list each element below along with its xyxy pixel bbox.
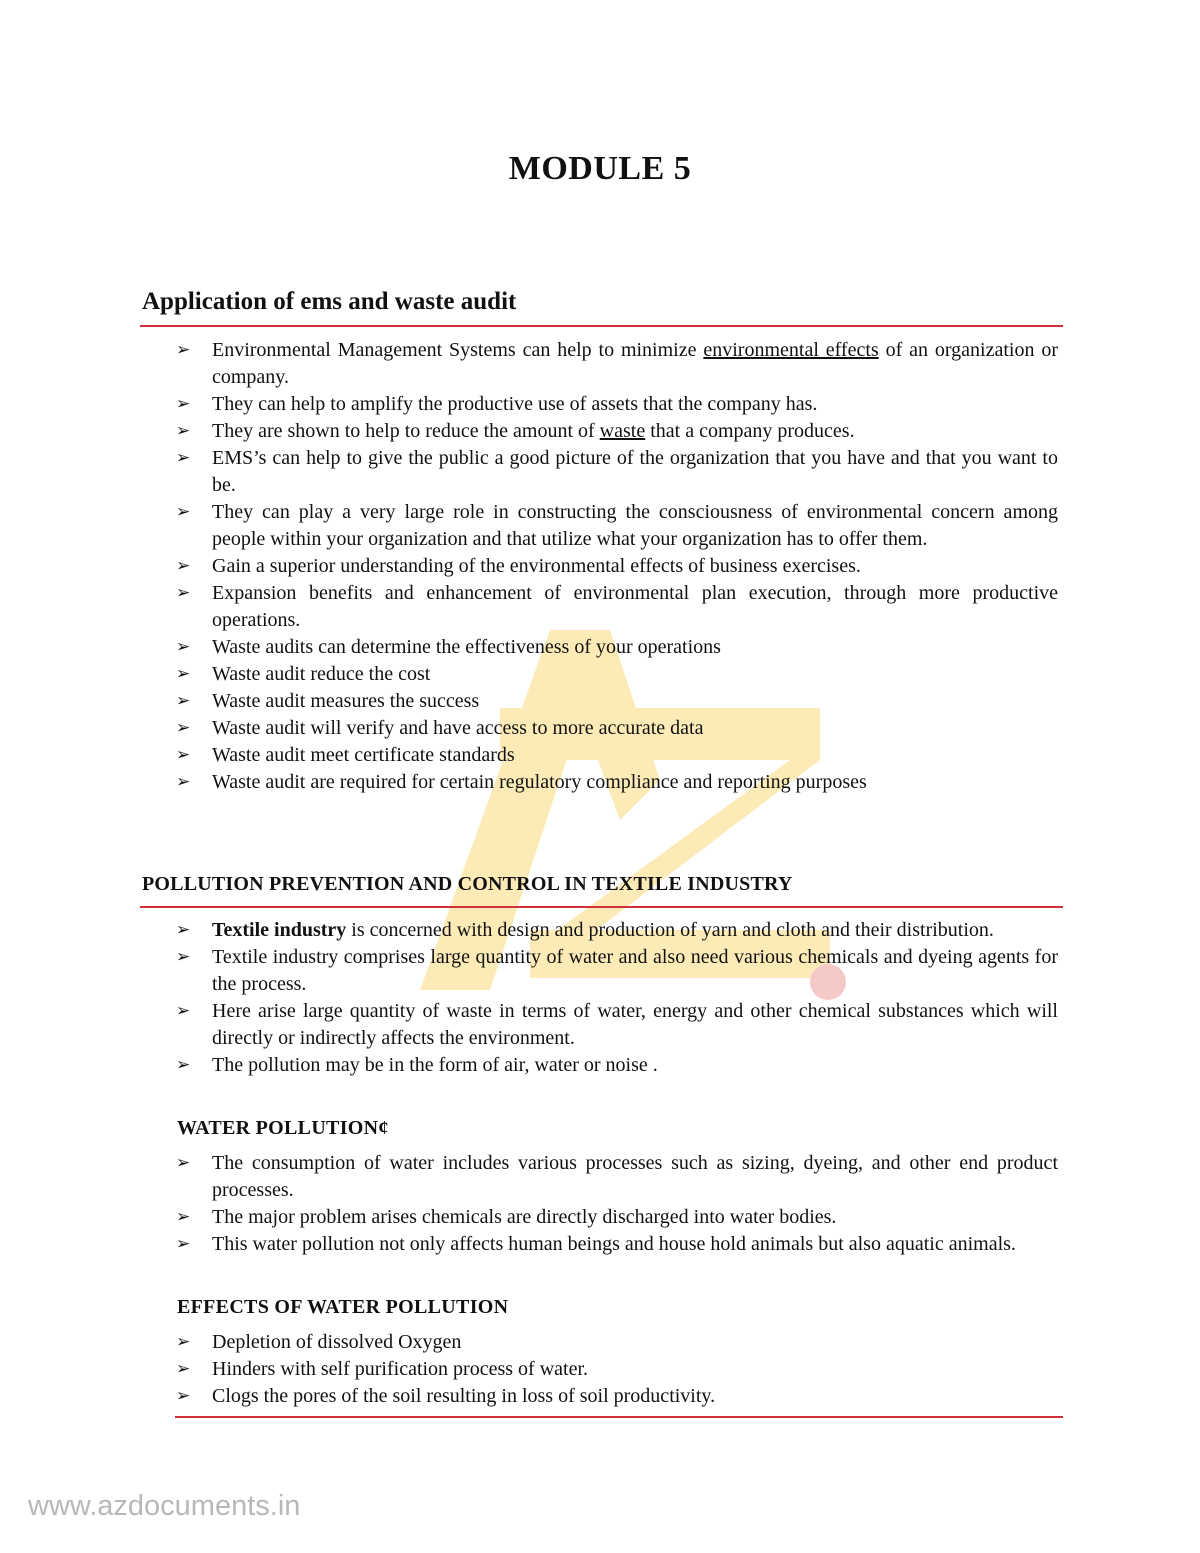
arrow-bullet-icon: ➢	[176, 691, 191, 711]
arrow-bullet-icon: ➢	[176, 920, 191, 940]
arrow-bullet-icon: ➢	[176, 502, 191, 522]
effects-list	[176, 1329, 1058, 1410]
arrow-bullet-icon: ➢	[176, 772, 191, 792]
list-item: ➢ The consumption of water includes various processes such as sizing, dyeing, and other end product processes.	[176, 1152, 1058, 1201]
section-heading-pollution: POLLUTION PREVENTION AND CONTROL IN TEXTILE INDUSTRY	[142, 873, 793, 895]
list-item: ➢ Clogs the pores of the soil resulting in loss of soil productivity.	[176, 1383, 1058, 1410]
arrow-bullet-icon: ➢	[176, 637, 191, 657]
list-item: ➢ They are shown to help to reduce the amount of waste that a company produces.	[176, 418, 1058, 445]
divider-line	[140, 325, 1063, 327]
subheading-water-pollution: WATER POLLUTION¢	[177, 1117, 389, 1139]
list-item: ➢ This water pollution not only affects human beings and house hold animals but also aquatic animals.	[176, 1231, 1058, 1258]
list-item: ➢ They can play a very large role in constructing the consciousness of environmental concern among people within your organization and that utilize what your organization has to offer them.	[176, 501, 1058, 550]
page-title: MODULE 5	[508, 150, 692, 187]
application-list	[176, 337, 1058, 796]
arrow-bullet-icon: ➢	[176, 1332, 191, 1352]
arrow-bullet-icon: ➢	[176, 394, 191, 414]
arrow-bullet-icon: ➢	[176, 1207, 191, 1227]
list-item: ➢ They can help to amplify the productive use of assets that the company has.	[176, 391, 1058, 418]
list-item: ➢ Depletion of dissolved Oxygen	[176, 1329, 1058, 1356]
arrow-bullet-icon: ➢	[176, 664, 191, 684]
list-item: ➢ Textile industry is concerned with design and production of yarn and cloth and their distribution.	[176, 917, 1058, 944]
arrow-bullet-icon: ➢	[176, 1386, 191, 1406]
subheading-effects: EFFECTS OF WATER POLLUTION	[177, 1296, 509, 1318]
list-item: ➢ Hinders with self purification process of water.	[176, 1356, 1058, 1383]
footer-watermark-url[interactable]: www.azdocuments.in	[28, 1490, 301, 1522]
arrow-bullet-icon: ➢	[176, 340, 191, 360]
divider-line	[140, 906, 1063, 908]
list-item: ➢ The pollution may be in the form of air, water or noise .	[176, 1052, 1058, 1079]
arrow-bullet-icon: ➢	[176, 1359, 191, 1379]
arrow-bullet-icon: ➢	[176, 745, 191, 765]
arrow-bullet-icon: ➢	[176, 583, 191, 603]
list-item: ➢ Waste audit will verify and have access to more accurate data	[176, 715, 1058, 742]
textile-list	[176, 917, 1058, 1079]
arrow-bullet-icon: ➢	[176, 718, 191, 738]
list-item: ➢ Textile industry comprises large quantity of water and also need various chemicals and dyeing agents for the process.	[176, 946, 1058, 995]
list-item: ➢ Gain a superior understanding of the environmental effects of business exercises.	[176, 553, 1058, 580]
arrow-bullet-icon: ➢	[176, 1055, 191, 1075]
arrow-bullet-icon: ➢	[176, 448, 191, 468]
list-item: ➢ Waste audit measures the success	[176, 688, 1058, 715]
arrow-bullet-icon: ➢	[176, 421, 191, 441]
water-pollution-list	[176, 1150, 1058, 1258]
list-item: ➢ Waste audit reduce the cost	[176, 661, 1058, 688]
section-heading-application: Application of ems and waste audit	[142, 288, 517, 315]
list-item: ➢ Waste audit meet certificate standards	[176, 742, 1058, 769]
list-item: ➢ Waste audit are required for certain regulatory compliance and reporting purposes	[176, 769, 1058, 796]
list-item: ➢ The major problem arises chemicals are directly discharged into water bodies.	[176, 1204, 1058, 1231]
arrow-bullet-icon: ➢	[176, 556, 191, 576]
list-item: ➢ Waste audits can determine the effectiveness of your operations	[176, 634, 1058, 661]
arrow-bullet-icon: ➢	[176, 947, 191, 967]
list-item: ➢ Expansion benefits and enhancement of environmental plan execution, through more productive operations.	[176, 582, 1058, 631]
divider-line	[175, 1416, 1063, 1418]
list-item: ➢ Environmental Management Systems can help to minimize environmental effects of an organization or company.	[176, 339, 1058, 388]
list-item: ➢ Here arise large quantity of waste in terms of water, energy and other chemical substances which will directly or indirectly affects the environment.	[176, 1000, 1058, 1049]
arrow-bullet-icon: ➢	[176, 1234, 191, 1254]
list-item: ➢ EMS’s can help to give the public a good picture of the organization that you have and that you want to be.	[176, 447, 1058, 496]
arrow-bullet-icon: ➢	[176, 1153, 191, 1173]
arrow-bullet-icon: ➢	[176, 1001, 191, 1021]
